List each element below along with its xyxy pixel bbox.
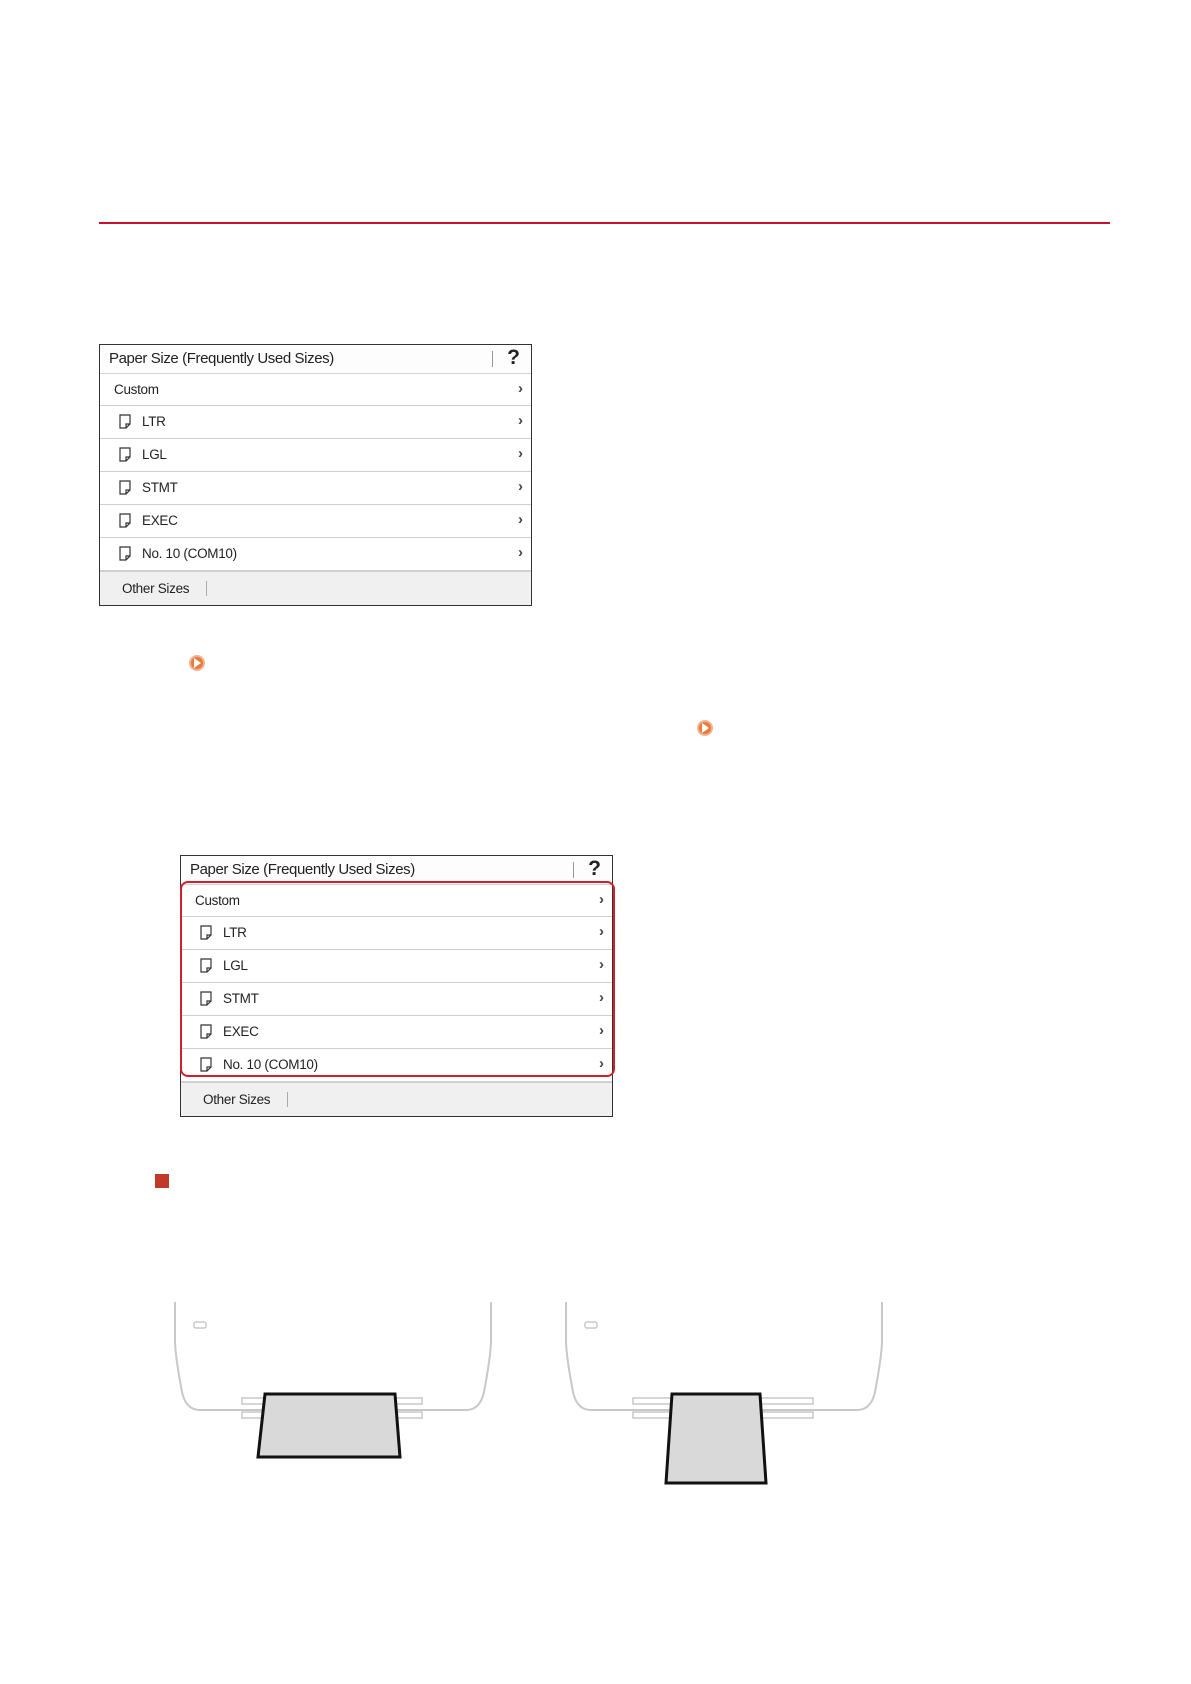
row-custom[interactable] — [100, 374, 531, 406]
row-label: No. 10 (COM10) — [223, 1057, 318, 1072]
chevron-right-icon: › — [599, 1022, 604, 1039]
row-exec[interactable] — [181, 1016, 612, 1049]
row-label: STMT — [223, 991, 259, 1006]
document-icon — [200, 958, 212, 973]
row-stmt[interactable] — [181, 983, 612, 1016]
row-label: LTR — [142, 414, 166, 429]
panel-header — [100, 345, 531, 374]
panel-title: Paper Size (Frequently Used Sizes) — [109, 350, 334, 367]
other-sizes-tab[interactable]: Other Sizes — [122, 581, 190, 596]
document-icon — [119, 480, 131, 495]
header-divider — [492, 351, 493, 367]
row-label: LGL — [223, 958, 248, 973]
row-lgl[interactable] — [181, 950, 612, 983]
row-com10[interactable] — [100, 538, 531, 571]
document-icon — [200, 1057, 212, 1072]
link-arrow-icon[interactable] — [189, 655, 205, 671]
chevron-right-icon: › — [518, 380, 523, 397]
row-label: STMT — [142, 480, 178, 495]
chevron-right-icon: › — [518, 478, 523, 495]
paper-size-panel-highlighted — [180, 855, 613, 1117]
chevron-right-icon: › — [599, 891, 604, 908]
paper-size-panel — [99, 344, 532, 606]
row-stmt[interactable] — [100, 472, 531, 505]
document-icon — [119, 447, 131, 462]
row-label: Custom — [114, 382, 159, 397]
paper-portrait-illustration — [561, 1300, 891, 1490]
chevron-right-icon: › — [599, 989, 604, 1006]
row-lgl[interactable] — [100, 439, 531, 472]
row-custom[interactable] — [181, 885, 612, 917]
paper-landscape-illustration — [170, 1300, 500, 1470]
document-icon — [200, 991, 212, 1006]
document-icon — [200, 925, 212, 940]
row-label: EXEC — [142, 513, 178, 528]
section-divider — [99, 222, 1110, 224]
row-ltr[interactable] — [100, 406, 531, 439]
panel-footer — [100, 571, 531, 605]
document-icon — [119, 513, 131, 528]
row-exec[interactable] — [100, 505, 531, 538]
chevron-right-icon: › — [518, 412, 523, 429]
panel-header — [181, 856, 612, 885]
row-label: No. 10 (COM10) — [142, 546, 237, 561]
row-label: LGL — [142, 447, 167, 462]
chevron-right-icon: › — [518, 445, 523, 462]
other-sizes-tab[interactable]: Other Sizes — [203, 1092, 271, 1107]
row-label: EXEC — [223, 1024, 259, 1039]
paper-size-list — [100, 374, 531, 571]
document-icon — [200, 1024, 212, 1039]
row-ltr[interactable] — [181, 917, 612, 950]
document-icon — [119, 546, 131, 561]
row-label: Custom — [195, 893, 240, 908]
panel-title: Paper Size (Frequently Used Sizes) — [190, 861, 415, 878]
paper-size-list — [181, 885, 612, 1082]
footer-divider — [206, 581, 207, 596]
help-icon[interactable]: ? — [588, 857, 601, 880]
chevron-right-icon: › — [599, 923, 604, 940]
panel-footer — [181, 1082, 612, 1116]
chevron-right-icon: › — [599, 956, 604, 973]
help-icon[interactable]: ? — [507, 346, 520, 369]
chevron-right-icon: › — [518, 544, 523, 561]
header-divider — [573, 862, 574, 878]
document-icon — [119, 414, 131, 429]
chevron-right-icon: › — [518, 511, 523, 528]
chevron-right-icon: › — [599, 1055, 604, 1072]
row-com10[interactable] — [181, 1049, 612, 1082]
footer-divider — [287, 1092, 288, 1107]
link-arrow-icon[interactable] — [697, 720, 713, 736]
row-label: LTR — [223, 925, 247, 940]
section-bullet-icon — [155, 1174, 169, 1188]
